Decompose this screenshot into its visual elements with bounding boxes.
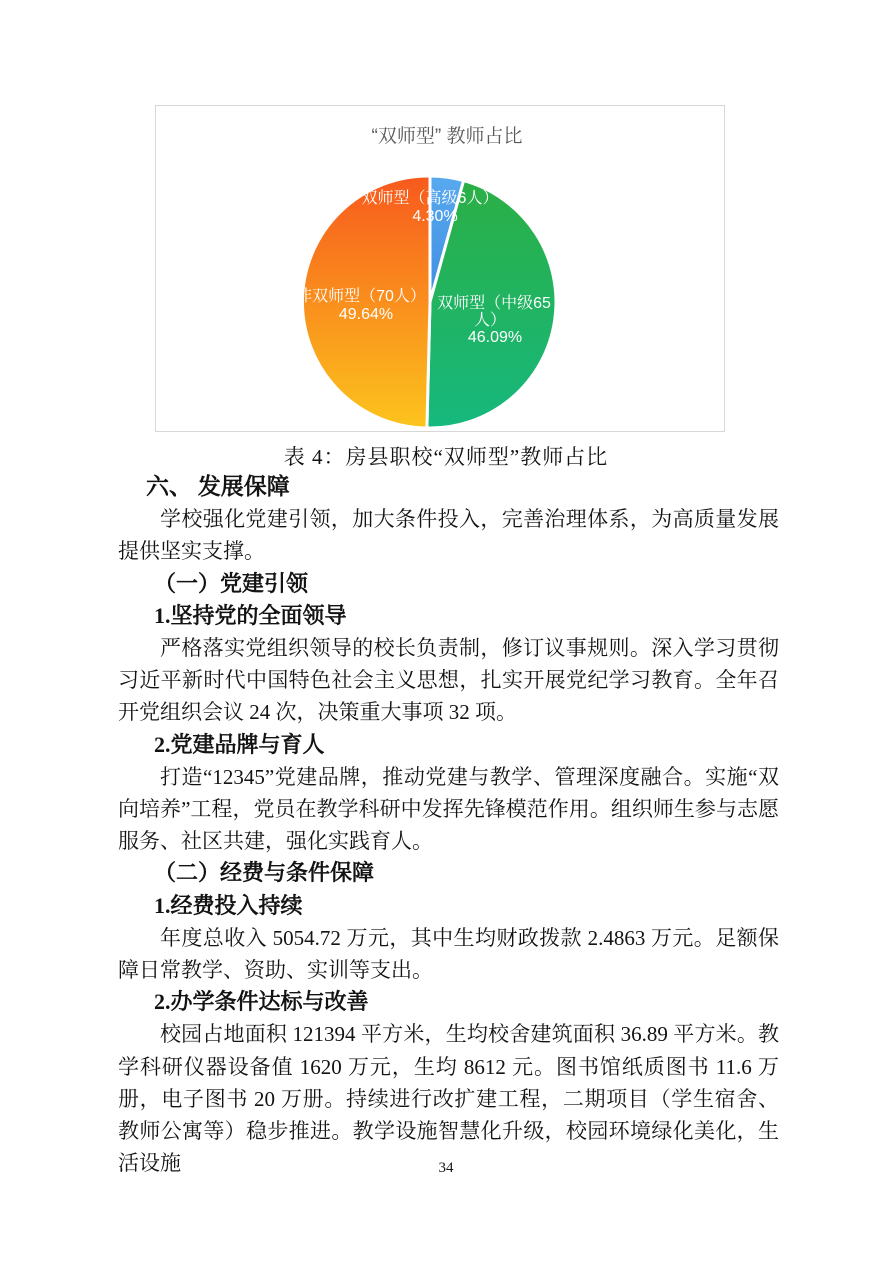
heading-subsection-1: （一）党建引领 xyxy=(154,570,309,596)
pie-label-senior-percent: 4.30% xyxy=(412,208,458,225)
heading-subsection-2: （二）经费与条件保障 xyxy=(154,860,375,886)
pie-chart-figure xyxy=(155,105,725,432)
heading-party-leadership: 1.坚持党的全面领导 xyxy=(154,602,347,628)
heading-funding: 1.经费投入持续 xyxy=(154,892,303,918)
paragraph-party-brand: 打造“12345”党建品牌，推动党建与教学、管理深度融合。实施“双向培养”工程，党员在教学科研中发挥先锋模范作用。组织师生参与志愿服务、社区共建，强化实践育人。 xyxy=(118,764,779,854)
page-number: 34 xyxy=(438,1160,454,1176)
paragraph-party-leadership: 严格落实党组织领导的校长负责制，修订议事规则。深入学习贯彻习近平新时代中国特色社会主义思想，扎实开展党纪学习教育。全年召开党组织会议 24 次，决策重大事项 32 项。 xyxy=(118,636,779,725)
heading-party-brand: 2.党建品牌与育人 xyxy=(154,731,325,757)
pie-label-non-dual-percent: 49.64% xyxy=(338,306,394,323)
pie-label-non-dual-name: 非双师型（70人） xyxy=(296,288,426,305)
table-caption: 表 4：房县职校“双师型”教师占比 xyxy=(283,445,609,469)
paragraph-school-conditions: 校园占地面积 121394 平方米，生均校舍建筑面积 36.89 平方米。教学科研仪器设备值 1620 万元，生均 8612 元。图书馆纸质图书 11.6 万册，电子图书 20 万册。持续进行改扩建工程，二期项目（学生宿舍、教师公寓等）稳步推进。教学设施智慧化升级，校园环境绿化美化，生活设施 xyxy=(118,1022,779,1176)
paragraph-funding: 年度总收入 5054.72 万元，其中生均财政拨款 2.4863 万元。足额保障日常教学、资助、实训等支出。 xyxy=(118,925,779,983)
pie-label-intermediate-name-2: 人） xyxy=(473,312,507,329)
document-body xyxy=(118,471,779,1179)
pie-label-senior-name: 双师型（高级6人） xyxy=(361,190,499,207)
paragraph-intro: 学校强化党建引领，加大条件投入，完善治理体系，为高质量发展提供坚实支撑。 xyxy=(118,507,779,564)
heading-section-6: 六、 发展保障 xyxy=(146,474,290,499)
heading-school-conditions: 2.办学条件达标与改善 xyxy=(154,989,369,1015)
pie-label-intermediate-percent: 46.09% xyxy=(467,329,523,346)
chart-title: “双师型” 教师占比 xyxy=(371,126,523,147)
pie-label-intermediate-name-1: 双师型（中级65 xyxy=(437,295,551,312)
pie-chart-svg xyxy=(156,106,723,430)
